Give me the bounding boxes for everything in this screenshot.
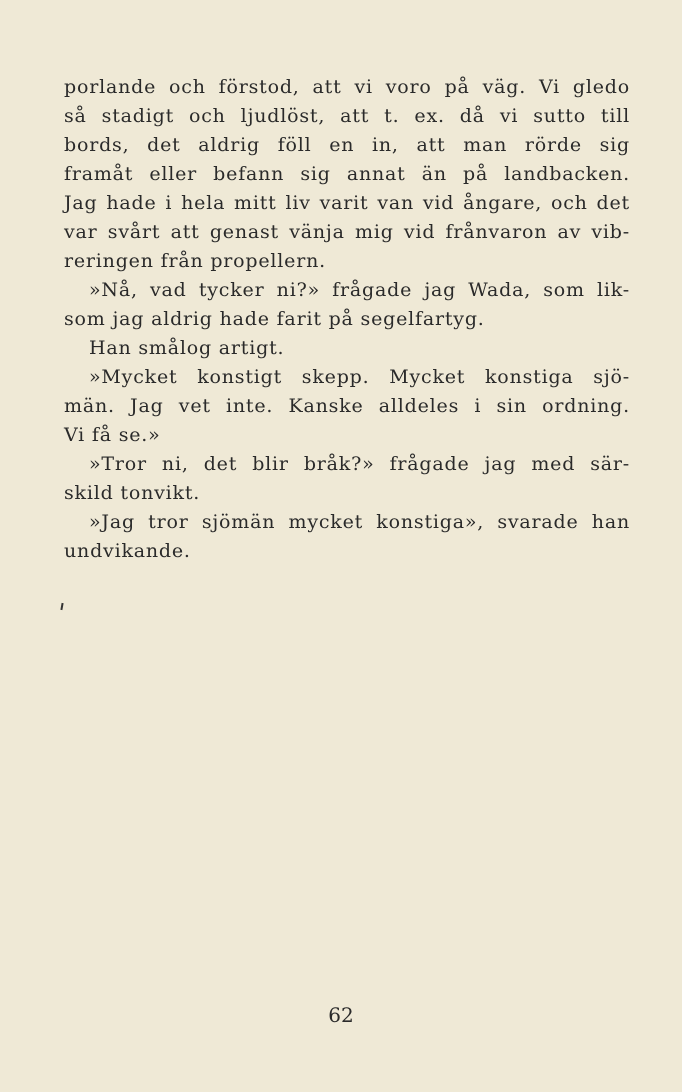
text-line-14: »Tror ni, det blir bråk?» frågade jag med sär- xyxy=(89,453,630,475)
text-line-12: män. Jag vet inte. Kanske alldeles i sin ordning. xyxy=(64,395,630,417)
text-line-9: som jag aldrig hade farit på segelfartyg. xyxy=(64,308,485,330)
text-line-17: undvikande. xyxy=(64,540,191,562)
page-number: 62 xyxy=(328,1003,354,1027)
text-line-11: »Mycket konstigt skepp. Mycket konstiga sjö- xyxy=(89,366,630,388)
text-line-1: porlande och förstod, att vi voro på väg. Vi gledo xyxy=(64,76,630,98)
text-line-8: »Nå, vad tycker ni?» frågade jag Wada, som lik- xyxy=(89,279,630,301)
text-line-5: Jag hade i hela mitt liv varit van vid ångare, och det xyxy=(64,192,630,214)
text-line-7: reringen från propellern. xyxy=(64,250,326,272)
text-line-6: var svårt att genast vänja mig vid frånvaron av vib- xyxy=(64,221,630,243)
text-line-16: »Jag tror sjömän mycket konstiga», svarade han xyxy=(89,511,630,533)
text-line-4: framåt eller befann sig annat än på landbacken. xyxy=(64,163,630,185)
ink-speck xyxy=(60,603,63,610)
text-line-15: skild tonvikt. xyxy=(64,482,201,504)
text-line-13: Vi få se.» xyxy=(64,424,161,446)
text-line-10: Han smålog artigt. xyxy=(89,337,285,359)
text-line-3: bords, det aldrig föll en in, att man rörde sig xyxy=(64,134,630,156)
text-line-2: så stadigt och ljudlöst, att t. ex. då vi sutto till xyxy=(64,105,630,127)
